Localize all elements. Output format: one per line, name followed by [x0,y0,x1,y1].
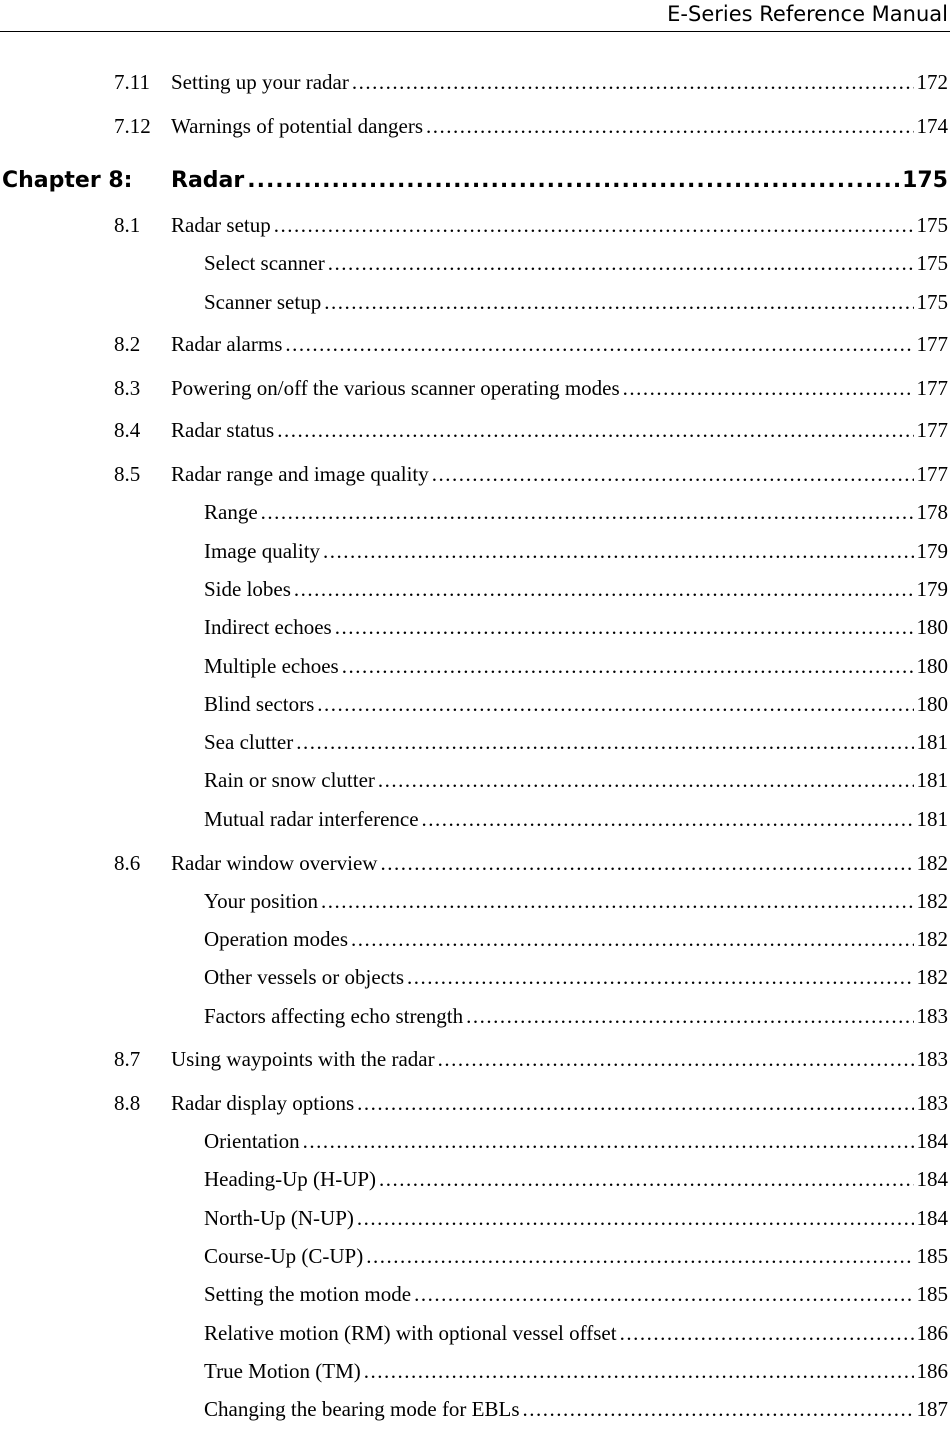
toc-entry[interactable] [0,415,950,445]
toc-line [171,210,948,240]
dot-leader [432,459,914,489]
page-number: 182 [916,965,948,989]
page-number: 181 [916,730,948,754]
toc-line [204,248,948,278]
entry-title: Mutual radar interference [204,807,419,831]
toc-entry[interactable] [0,1394,950,1424]
dot-leader [357,1203,914,1233]
page-number: 175 [916,251,948,275]
toc-entry[interactable] [0,329,950,359]
entry-title: Other vessels or objects [204,965,405,989]
page-number: 177 [916,418,948,442]
page-number: 177 [916,376,948,400]
page-header-title: E-Series Reference Manual [667,2,948,26]
dot-leader [296,727,913,757]
toc-line [204,886,948,916]
page-number: 185 [916,1244,948,1268]
entry-title: Relative motion (RM) with optional vessel offset [204,1321,617,1345]
toc-entry[interactable] [0,574,950,604]
toc-entry[interactable] [0,924,950,954]
entry-title: Indirect echoes [204,615,332,639]
entry-title: Operation modes [204,927,349,951]
dot-leader [285,329,913,359]
section-number: 8.3 [114,376,141,400]
toc-entry[interactable] [0,1318,950,1348]
section-number: 8.1 [114,213,141,237]
toc-line [204,689,948,719]
toc-line [204,574,948,604]
entry-title: Radar window overview [171,851,378,875]
entry-title: Radar [171,168,245,193]
toc-entry[interactable] [0,1126,950,1156]
page-number: 183 [916,1091,948,1115]
toc-line [204,1318,948,1348]
entry-title: Setting up your radar [171,70,349,94]
toc-line [204,924,948,954]
toc-line [171,67,948,97]
toc-entry[interactable] [0,1044,950,1074]
chapter-label: Chapter 8: [2,168,133,193]
page-number: 180 [916,615,948,639]
page-number: 181 [916,768,948,792]
page-number: 179 [916,577,948,601]
toc-line [204,1126,948,1156]
toc-line [204,497,948,527]
page-number: 177 [916,462,948,486]
toc-entry[interactable] [0,497,950,527]
page-number: 183 [916,1004,948,1028]
toc-line [204,1164,948,1194]
page-number: 177 [916,332,948,356]
toc-entry[interactable] [0,248,950,278]
dot-leader [378,765,914,795]
dot-leader [379,1164,913,1194]
toc-entry[interactable] [0,1241,950,1271]
page-number: 186 [916,1359,948,1383]
toc-line [171,329,948,359]
toc-entry[interactable] [0,886,950,916]
entry-title: Scanner setup [204,290,322,314]
entry-title: Course-Up (C-UP) [204,1244,364,1268]
toc-line [171,373,948,403]
header-divider [0,31,950,32]
page-number: 175 [916,290,948,314]
toc-line [204,1279,948,1309]
toc-line [204,1001,948,1031]
page-number: 180 [916,692,948,716]
entry-title: Range [204,500,258,524]
entry-title: Radar status [171,418,275,442]
entry-title: Rain or snow clutter [204,768,375,792]
entry-title: Image quality [204,539,321,563]
entry-title: True Motion (TM) [204,1359,361,1383]
section-number: 8.7 [114,1047,141,1071]
toc-entry[interactable] [0,1356,950,1386]
toc-line [204,804,948,834]
toc-entry[interactable] [0,727,950,757]
toc-entry[interactable] [0,1088,950,1118]
dot-leader [466,1001,913,1031]
section-number: 7.11 [114,70,150,94]
dot-leader [321,886,914,916]
dot-leader [620,1318,914,1348]
toc-line [171,111,948,141]
page-number: 183 [916,1047,948,1071]
page-number: 184 [916,1206,948,1230]
entry-title: Your position [204,889,318,913]
dot-leader [523,1394,914,1424]
dot-leader [277,415,913,445]
toc-entry[interactable] [0,373,950,403]
toc-entry[interactable] [0,1279,950,1309]
entry-title: Powering on/off the various scanner operating modes [171,376,620,400]
section-number: 7.12 [114,114,151,138]
page-number: 182 [916,889,948,913]
entry-title: Sea clutter [204,730,294,754]
entry-title: Radar setup [171,213,271,237]
toc-entry[interactable] [0,1164,950,1194]
section-number: 8.2 [114,332,141,356]
page-number: 174 [916,114,948,138]
toc-entry[interactable] [0,804,950,834]
dot-leader [438,1044,914,1074]
toc-entry[interactable] [0,536,950,566]
dot-leader [274,210,914,240]
entry-title: Factors affecting echo strength [204,1004,464,1028]
toc-line [204,612,948,642]
toc-line [171,848,948,878]
entry-title: Blind sectors [204,692,315,716]
toc-entry[interactable] [0,612,950,642]
dot-leader [261,497,914,527]
page-number: 187 [916,1397,948,1421]
dot-leader [407,962,913,992]
section-number: 8.4 [114,418,141,442]
dot-leader [364,1356,914,1386]
toc-line [204,1394,948,1424]
toc-line [204,536,948,566]
dot-leader [352,67,914,97]
dot-leader [342,651,914,681]
page-number: 185 [916,1282,948,1306]
page-number: 181 [916,807,948,831]
section-number: 8.5 [114,462,141,486]
toc-line [171,459,948,489]
dot-leader [317,689,913,719]
page-number: 172 [916,70,948,94]
toc-entry[interactable] [0,1203,950,1233]
toc-line [204,727,948,757]
dot-leader [328,248,914,278]
dot-leader [366,1241,913,1271]
dot-leader [294,574,914,604]
toc-line [204,765,948,795]
toc-entry[interactable] [0,210,950,240]
toc-line [204,962,948,992]
toc-line [171,166,948,196]
dot-leader [324,287,913,317]
toc-line [171,415,948,445]
toc-entry[interactable] [0,765,950,795]
toc-line [171,1088,948,1118]
toc-line [204,651,948,681]
entry-title: Side lobes [204,577,291,601]
section-number: 8.6 [114,851,141,875]
toc-line [171,1044,948,1074]
page-number: 186 [916,1321,948,1345]
page-number: 175 [916,213,948,237]
toc-entry[interactable] [0,111,950,141]
entry-title: Radar display options [171,1091,355,1115]
dot-leader [623,373,914,403]
entry-title: Using waypoints with the radar [171,1047,435,1071]
page-number: 180 [916,654,948,678]
page-number: 182 [916,851,948,875]
toc-line [204,1241,948,1271]
toc-entry[interactable] [0,962,950,992]
toc-entry[interactable] [0,67,950,97]
entry-title: Select scanner [204,251,325,275]
entry-title: Radar range and image quality [171,462,429,486]
toc-line [204,287,948,317]
page-number: 184 [916,1167,948,1191]
page-number: 178 [916,500,948,524]
dot-leader [335,612,914,642]
toc-entry[interactable] [0,651,950,681]
dot-leader [380,848,913,878]
page-number: 179 [916,539,948,563]
entry-title: Warnings of potential dangers [171,114,423,138]
entry-title: Changing the bearing mode for EBLs [204,1397,520,1421]
entry-title: Heading-Up (H-UP) [204,1167,377,1191]
page-number: 175 [902,168,948,193]
entry-title: North-Up (N-UP) [204,1206,354,1230]
page-number: 182 [916,927,948,951]
toc-entry[interactable] [0,1001,950,1031]
entry-title: Setting the motion mode [204,1282,412,1306]
page-number: 184 [916,1129,948,1153]
toc-line [204,1356,948,1386]
toc-line [204,1203,948,1233]
dot-leader [303,1126,914,1156]
toc-chapter-heading[interactable] [0,166,950,196]
entry-title: Radar alarms [171,332,283,356]
dot-leader [357,1088,913,1118]
toc-entry[interactable] [0,459,950,489]
dot-leader [323,536,913,566]
dot-leader [414,1279,913,1309]
toc-entry[interactable] [0,848,950,878]
toc-entry[interactable] [0,689,950,719]
toc-entry[interactable] [0,287,950,317]
entry-title: Multiple echoes [204,654,339,678]
entry-title: Orientation [204,1129,300,1153]
section-number: 8.8 [114,1091,141,1115]
dot-leader [247,166,899,196]
dot-leader [351,924,913,954]
dot-leader [422,804,914,834]
dot-leader [426,111,914,141]
